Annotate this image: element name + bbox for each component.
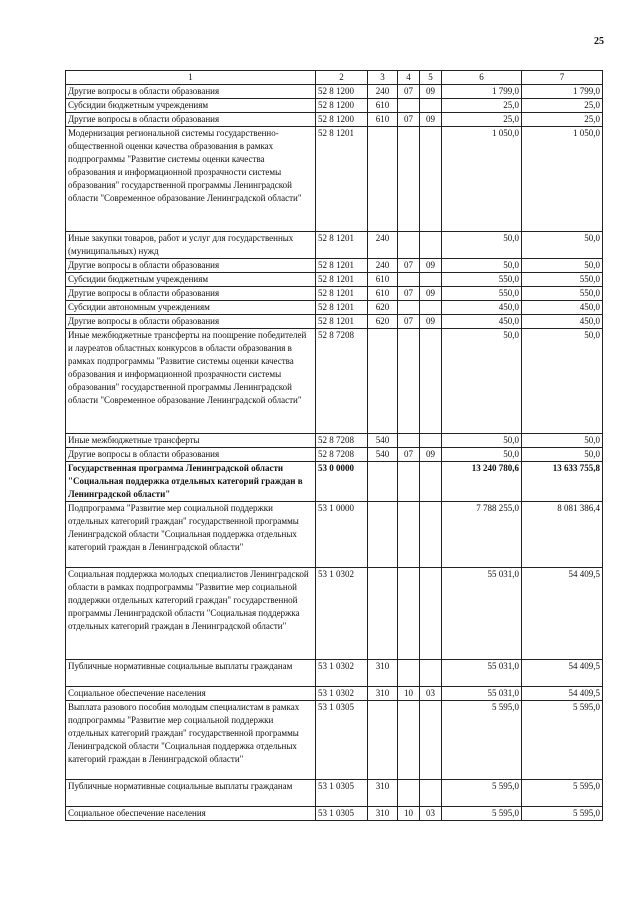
row-code-cell: 53 1 0302: [316, 660, 368, 687]
row-section-cell: [398, 329, 420, 434]
row-code-cell: 53 0 0000: [316, 462, 368, 502]
row-amount-year2-cell: 450,0: [522, 315, 603, 329]
row-amount-year2-cell: 25,0: [522, 99, 603, 113]
row-expense-type-cell: 240: [368, 232, 398, 259]
row-code-cell: 53 1 0302: [316, 568, 368, 660]
header-cell: 1: [66, 71, 316, 85]
row-code-cell: 53 1 0305: [316, 701, 368, 780]
row-expense-type-cell: 610: [368, 273, 398, 287]
row-code-cell: 52 8 7208: [316, 434, 368, 448]
table-row: [66, 273, 603, 287]
row-code-cell: 52 8 1200: [316, 113, 368, 127]
table-row: [66, 85, 603, 99]
row-amount-year2-cell: 5 595,0: [522, 780, 603, 807]
table-row: [66, 232, 603, 259]
header-cell: 6: [442, 71, 522, 85]
row-section-cell: 07: [398, 448, 420, 462]
row-name-cell: Государственная программа Ленинградской области "Социальная поддержка отдельных категорий граждан в Ленинградской области": [66, 462, 316, 502]
row-expense-type-cell: [368, 701, 398, 780]
row-section-cell: 07: [398, 85, 420, 99]
row-subsection-cell: [420, 434, 442, 448]
row-expense-type-cell: 540: [368, 448, 398, 462]
row-amount-year2-cell: 550,0: [522, 273, 603, 287]
header-cell: 4: [398, 71, 420, 85]
table-row: [66, 259, 603, 273]
table-row: [66, 329, 603, 434]
row-amount-year1-cell: 25,0: [442, 113, 522, 127]
row-amount-year1-cell: 13 240 780,6: [442, 462, 522, 502]
row-amount-year2-cell: 5 595,0: [522, 701, 603, 780]
row-name-cell: Иные закупки товаров, работ и услуг для государственных (муниципальных) нужд: [66, 232, 316, 259]
row-name-cell: Другие вопросы в области образования: [66, 113, 316, 127]
row-expense-type-cell: 310: [368, 660, 398, 687]
row-amount-year2-cell: 50,0: [522, 434, 603, 448]
row-subsection-cell: [420, 462, 442, 502]
row-section-cell: [398, 568, 420, 660]
row-code-cell: 52 8 1201: [316, 301, 368, 315]
row-expense-type-cell: 310: [368, 780, 398, 807]
row-subsection-cell: [420, 780, 442, 807]
row-subsection-cell: [420, 568, 442, 660]
row-subsection-cell: 03: [420, 687, 442, 701]
row-name-cell: Другие вопросы в области образования: [66, 287, 316, 301]
row-expense-type-cell: [368, 329, 398, 434]
row-expense-type-cell: 610: [368, 287, 398, 301]
row-subsection-cell: 09: [420, 85, 442, 99]
row-section-cell: 07: [398, 113, 420, 127]
table-row: [66, 568, 603, 660]
row-code-cell: 52 8 1201: [316, 127, 368, 232]
row-section-cell: [398, 780, 420, 807]
row-amount-year2-cell: 50,0: [522, 329, 603, 434]
row-code-cell: 52 8 1201: [316, 287, 368, 301]
row-amount-year2-cell: 54 409,5: [522, 687, 603, 701]
row-subsection-cell: [420, 301, 442, 315]
row-section-cell: [398, 701, 420, 780]
row-amount-year2-cell: 54 409,5: [522, 660, 603, 687]
table-row: [66, 315, 603, 329]
row-amount-year1-cell: 25,0: [442, 99, 522, 113]
row-expense-type-cell: [368, 127, 398, 232]
row-amount-year1-cell: 5 595,0: [442, 780, 522, 807]
row-name-cell: Субсидии бюджетным учреждениям: [66, 273, 316, 287]
row-section-cell: 07: [398, 287, 420, 301]
row-code-cell: 52 8 1201: [316, 259, 368, 273]
table-row: [66, 113, 603, 127]
row-section-cell: [398, 502, 420, 568]
row-code-cell: 52 8 1201: [316, 315, 368, 329]
row-subsection-cell: [420, 232, 442, 259]
header-cell: 5: [420, 71, 442, 85]
row-subsection-cell: [420, 273, 442, 287]
row-section-cell: [398, 301, 420, 315]
row-subsection-cell: 09: [420, 448, 442, 462]
row-amount-year1-cell: 50,0: [442, 448, 522, 462]
row-amount-year2-cell: 25,0: [522, 113, 603, 127]
row-code-cell: 52 8 7208: [316, 448, 368, 462]
row-section-cell: 07: [398, 259, 420, 273]
row-amount-year1-cell: 1 050,0: [442, 127, 522, 232]
row-subsection-cell: 09: [420, 315, 442, 329]
row-name-cell: Выплата разового пособия молодым специалистам в рамках подпрограммы "Развитие мер социальной поддержки отдельных категорий граждан" государственной программы Ленинградской области "Социальная поддержка отдельных категорий граждан в Ленинградской области": [66, 701, 316, 780]
row-expense-type-cell: 310: [368, 807, 398, 821]
row-amount-year1-cell: 50,0: [442, 232, 522, 259]
row-section-cell: [398, 660, 420, 687]
budget-table: [65, 70, 603, 821]
row-section-cell: [398, 127, 420, 232]
row-section-cell: [398, 99, 420, 113]
row-section-cell: 07: [398, 315, 420, 329]
row-subsection-cell: [420, 127, 442, 232]
header-cell: 3: [368, 71, 398, 85]
row-amount-year2-cell: 54 409,5: [522, 568, 603, 660]
row-name-cell: Другие вопросы в области образования: [66, 448, 316, 462]
row-name-cell: Другие вопросы в области образования: [66, 315, 316, 329]
row-expense-type-cell: 620: [368, 301, 398, 315]
row-name-cell: Подпрограмма "Развитие мер социальной поддержки отдельных категорий граждан" государственной программы Ленинградской области "Социальная поддержка отдельных категорий граждан в Ленинградской области": [66, 502, 316, 568]
row-subsection-cell: [420, 99, 442, 113]
row-section-cell: 10: [398, 687, 420, 701]
row-subsection-cell: [420, 502, 442, 568]
row-name-cell: Публичные нормативные социальные выплаты гражданам: [66, 780, 316, 807]
row-subsection-cell: [420, 701, 442, 780]
table-row: [66, 287, 603, 301]
row-name-cell: Субсидии автономным учреждениям: [66, 301, 316, 315]
row-expense-type-cell: [368, 502, 398, 568]
row-amount-year2-cell: 50,0: [522, 259, 603, 273]
table-row: [66, 127, 603, 232]
row-expense-type-cell: 240: [368, 85, 398, 99]
row-amount-year1-cell: 7 788 255,0: [442, 502, 522, 568]
row-expense-type-cell: 610: [368, 99, 398, 113]
row-section-cell: [398, 273, 420, 287]
row-name-cell: Публичные нормативные социальные выплаты гражданам: [66, 660, 316, 687]
row-amount-year1-cell: 450,0: [442, 301, 522, 315]
row-amount-year2-cell: 1 050,0: [522, 127, 603, 232]
row-name-cell: Субсидии бюджетным учреждениям: [66, 99, 316, 113]
row-amount-year1-cell: 55 031,0: [442, 687, 522, 701]
row-amount-year2-cell: 50,0: [522, 232, 603, 259]
row-expense-type-cell: 620: [368, 315, 398, 329]
table-row: [66, 701, 603, 780]
row-name-cell: Другие вопросы в области образования: [66, 85, 316, 99]
row-expense-type-cell: 310: [368, 687, 398, 701]
table-row: [66, 434, 603, 448]
table-row: [66, 462, 603, 502]
row-code-cell: 53 1 0000: [316, 502, 368, 568]
row-code-cell: 52 8 1200: [316, 99, 368, 113]
row-code-cell: 52 8 7208: [316, 329, 368, 434]
row-amount-year1-cell: 5 595,0: [442, 807, 522, 821]
row-code-cell: 52 8 1201: [316, 232, 368, 259]
row-expense-type-cell: [368, 568, 398, 660]
table-row: [66, 780, 603, 807]
row-name-cell: Социальное обеспечение населения: [66, 687, 316, 701]
row-code-cell: 53 1 0305: [316, 780, 368, 807]
row-code-cell: 53 1 0305: [316, 807, 368, 821]
row-name-cell: Модернизация региональной системы государственно-общественной оценки качества образования в рамках подпрограммы "Развитие системы оценки качества образования и информационной прозрачности системы образования" государственной программы Ленинградской области "Современное образование Ленинградской области": [66, 127, 316, 232]
row-amount-year2-cell: 550,0: [522, 287, 603, 301]
row-amount-year1-cell: 50,0: [442, 329, 522, 434]
row-section-cell: [398, 462, 420, 502]
row-amount-year1-cell: 55 031,0: [442, 568, 522, 660]
row-amount-year1-cell: 450,0: [442, 315, 522, 329]
row-subsection-cell: [420, 660, 442, 687]
row-amount-year2-cell: 450,0: [522, 301, 603, 315]
table-row: [66, 502, 603, 568]
row-amount-year2-cell: 5 595,0: [522, 807, 603, 821]
row-name-cell: Иные межбюджетные трансферты: [66, 434, 316, 448]
row-amount-year1-cell: 50,0: [442, 259, 522, 273]
row-name-cell: Социальная поддержка молодых специалистов Ленинградской области в рамках подпрограммы "Развитие мер социальной поддержки отдельных категорий граждан" государственной программы Ленинградской области "Социальная поддержка отдельных категорий граждан в Ленинградской области": [66, 568, 316, 660]
table-header-row: [66, 71, 603, 85]
row-name-cell: Другие вопросы в области образования: [66, 259, 316, 273]
table-row: [66, 99, 603, 113]
table-row: [66, 448, 603, 462]
row-subsection-cell: 09: [420, 287, 442, 301]
row-name-cell: Социальное обеспечение населения: [66, 807, 316, 821]
header-cell: 2: [316, 71, 368, 85]
row-amount-year2-cell: 50,0: [522, 448, 603, 462]
row-amount-year2-cell: 1 799,0: [522, 85, 603, 99]
row-name-cell: Иные межбюджетные трансферты на поощрение победителей и лауреатов областных конкурсов в области образования в рамках подпрограммы "Развитие системы оценки качества образования и информационной прозрачности системы образования" государственной программы Ленинградской области "Современное образование Ленинградской области": [66, 329, 316, 434]
row-subsection-cell: 03: [420, 807, 442, 821]
row-amount-year1-cell: 5 595,0: [442, 701, 522, 780]
row-amount-year1-cell: 550,0: [442, 287, 522, 301]
row-amount-year2-cell: 13 633 755,8: [522, 462, 603, 502]
row-section-cell: [398, 434, 420, 448]
row-expense-type-cell: 240: [368, 259, 398, 273]
table-row: [66, 660, 603, 687]
row-amount-year2-cell: 8 081 386,4: [522, 502, 603, 568]
row-section-cell: [398, 232, 420, 259]
page-number: 25: [594, 36, 604, 47]
row-amount-year1-cell: 55 031,0: [442, 660, 522, 687]
row-amount-year1-cell: 50,0: [442, 434, 522, 448]
row-expense-type-cell: 540: [368, 434, 398, 448]
row-code-cell: 53 1 0302: [316, 687, 368, 701]
row-subsection-cell: 09: [420, 259, 442, 273]
table-row: [66, 807, 603, 821]
row-expense-type-cell: 610: [368, 113, 398, 127]
row-subsection-cell: [420, 329, 442, 434]
row-code-cell: 52 8 1200: [316, 85, 368, 99]
row-amount-year1-cell: 550,0: [442, 273, 522, 287]
row-subsection-cell: 09: [420, 113, 442, 127]
table-row: [66, 687, 603, 701]
row-section-cell: 10: [398, 807, 420, 821]
row-code-cell: 52 8 1201: [316, 273, 368, 287]
row-amount-year1-cell: 1 799,0: [442, 85, 522, 99]
table-row: [66, 301, 603, 315]
header-cell: 7: [522, 71, 603, 85]
row-expense-type-cell: [368, 462, 398, 502]
